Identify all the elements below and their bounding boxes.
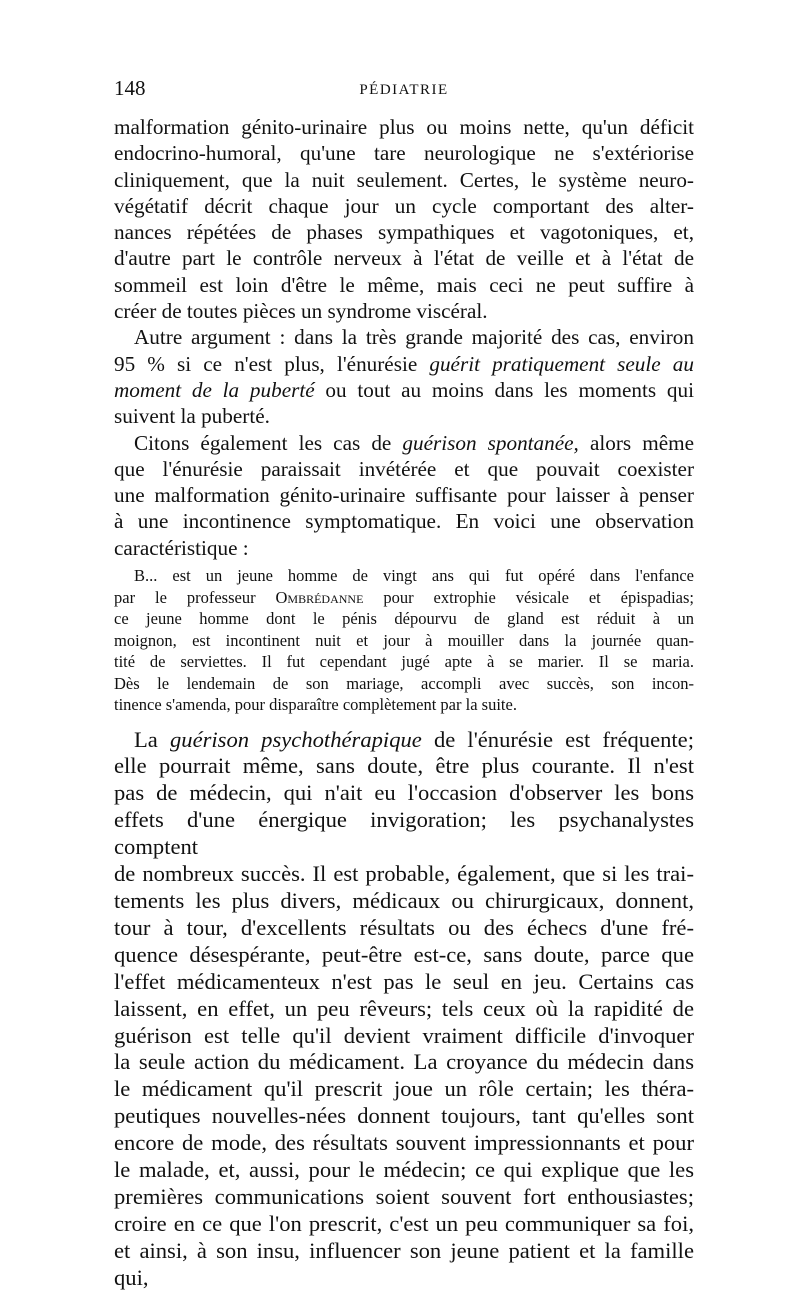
- text-line: peutiques nouvelles-nées donnent toujours, tant qu'elles sont: [114, 1103, 694, 1129]
- paragraph-continuation: [114, 114, 694, 324]
- text-line: tour à tour, d'excellents résultats ou des échecs d'une fré-: [114, 914, 694, 940]
- text-line: malformation génito-urinaire plus ou moins nette, qu'un déficit: [114, 115, 694, 139]
- text-line: encore de mode, des résultats souvent impressionnants et pour: [114, 1130, 694, 1156]
- text-line: pas de médecin, qui n'ait eu l'occasion d'observer les bons: [114, 780, 694, 806]
- text-line: caractéristique :: [114, 535, 249, 560]
- italic-span: guérit pratiquement seule au: [429, 351, 694, 376]
- text-span: Citons également les cas de: [134, 430, 403, 455]
- text-span: ou tout au moins dans les moments qui: [314, 377, 695, 402]
- text-line: créer de toutes pièces un syndrome viscéral.: [114, 299, 488, 324]
- text-span: 95 % si ce n'est plus, l'énurésie: [114, 351, 430, 376]
- paragraph-argument: [114, 324, 694, 429]
- page-body: [114, 114, 694, 1292]
- text-line: premières communications soient souvent fort enthousiastes;: [114, 1183, 694, 1209]
- text-line: croire en ce que l'on prescrit, c'est un peu communiquer sa foi,: [114, 1210, 694, 1236]
- text-line: [114, 587, 694, 609]
- small-caps-name: Ombrédanne: [275, 587, 364, 607]
- text-line: sommeil est loin d'être le même, mais ceci ne peut suffire à: [114, 272, 694, 297]
- text-line: [114, 727, 694, 754]
- text-line: que l'énurésie paraissait invétérée et que pouvait coexister: [114, 456, 694, 481]
- text-span: pour extrophie vésicale et épispadias;: [363, 587, 694, 607]
- text-line: d'autre part le contrôle nerveux à l'état de veille et à l'état de: [114, 246, 694, 271]
- text-span: de l'énurésie est fréquente;: [421, 726, 694, 752]
- italic-span: moment de la puberté: [114, 377, 315, 402]
- text-line: endocrino-humoral, qu'une tare neurologique ne s'extériorise: [114, 141, 694, 166]
- page-header: [114, 76, 694, 106]
- text-line: Autre argument : dans la très grande majorité des cas, environ: [134, 325, 694, 350]
- text-line: [114, 430, 694, 456]
- text-line: guérison est telle qu'il devient vraiment difficile d'invoquer: [114, 1022, 694, 1048]
- text-line: Dès le lendemain de son mariage, accompli avec succès, son incon-: [114, 673, 694, 693]
- text-line: suivent la puberté.: [114, 404, 270, 429]
- page-number: 148: [114, 76, 146, 100]
- text-line: [114, 377, 694, 403]
- text-line: laissent, en effet, un peu rêveurs; tels ceux où la rapidité de: [114, 995, 694, 1021]
- text-line: quence désespérante, peut-être est-ce, sans doute, parce que: [114, 941, 694, 967]
- text-line: moignon, est incontinent nuit et jour à mouiller dans la journée quan-: [114, 630, 694, 650]
- text-line: la seule action du médicament. La croyance du médecin dans: [114, 1049, 694, 1075]
- text-line: et ainsi, à son insu, influencer son jeune patient et la famille qui,: [114, 1237, 694, 1290]
- italic-span: guérison psychothérapique: [169, 726, 422, 752]
- text-line: une malformation génito-urinaire suffisante pour laisser à penser: [114, 483, 694, 508]
- text-line: tinence s'amenda, pour disparaître complètement par la suite.: [114, 695, 517, 715]
- text-line: B... est un jeune homme de vingt ans qui fut opéré dans l'enfance: [134, 566, 694, 586]
- text-line: nances répétées de phases sympathiques et vagotoniques, et,: [114, 220, 694, 245]
- text-span: alors même: [578, 430, 694, 455]
- paragraph-psychotherapy: [114, 727, 694, 1292]
- text-line: tité de serviettes. Il fut cependant jugé apte à se marier. Il se maria.: [114, 652, 694, 672]
- text-line: de nombreux succès. Il est probable, également, que si les trai-: [114, 861, 694, 887]
- text-line: cliniquement, que la nuit seulement. Certes, le système neuro-: [114, 167, 694, 192]
- observation-block: [114, 565, 694, 716]
- text-line: tements les plus divers, médicaux ou chirurgicaux, donnent,: [114, 887, 694, 913]
- italic-span: guérison spontanée,: [402, 430, 579, 455]
- text-line: le malade, et, aussi, pour le médecin; ce qui explique que les: [114, 1157, 694, 1183]
- text-line: elle pourrait même, sans doute, être plus courante. Il n'est: [114, 753, 694, 779]
- text-line: effets d'une énergique invigoration; les psychanalystes comptent: [114, 807, 694, 860]
- text-line: [114, 351, 694, 377]
- text-span: La: [134, 726, 170, 752]
- text-line: le médicament qu'il prescrit joue un rôle certain; les théra-: [114, 1076, 694, 1102]
- text-line: à une incontinence symptomatique. En voici une observation: [114, 509, 694, 534]
- text-span: par le professeur: [114, 587, 276, 607]
- text-line: l'effet médicamenteux n'est pas le seul en jeu. Certains cas: [114, 968, 694, 994]
- paragraph-citons: [114, 430, 694, 561]
- text-line: végétatif décrit chaque jour un cycle comportant des alter-: [114, 193, 694, 218]
- text-line: ce jeune homme dont le pénis dépourvu de gland est réduit à un: [114, 609, 694, 629]
- running-head: PÉDIATRIE: [359, 82, 449, 98]
